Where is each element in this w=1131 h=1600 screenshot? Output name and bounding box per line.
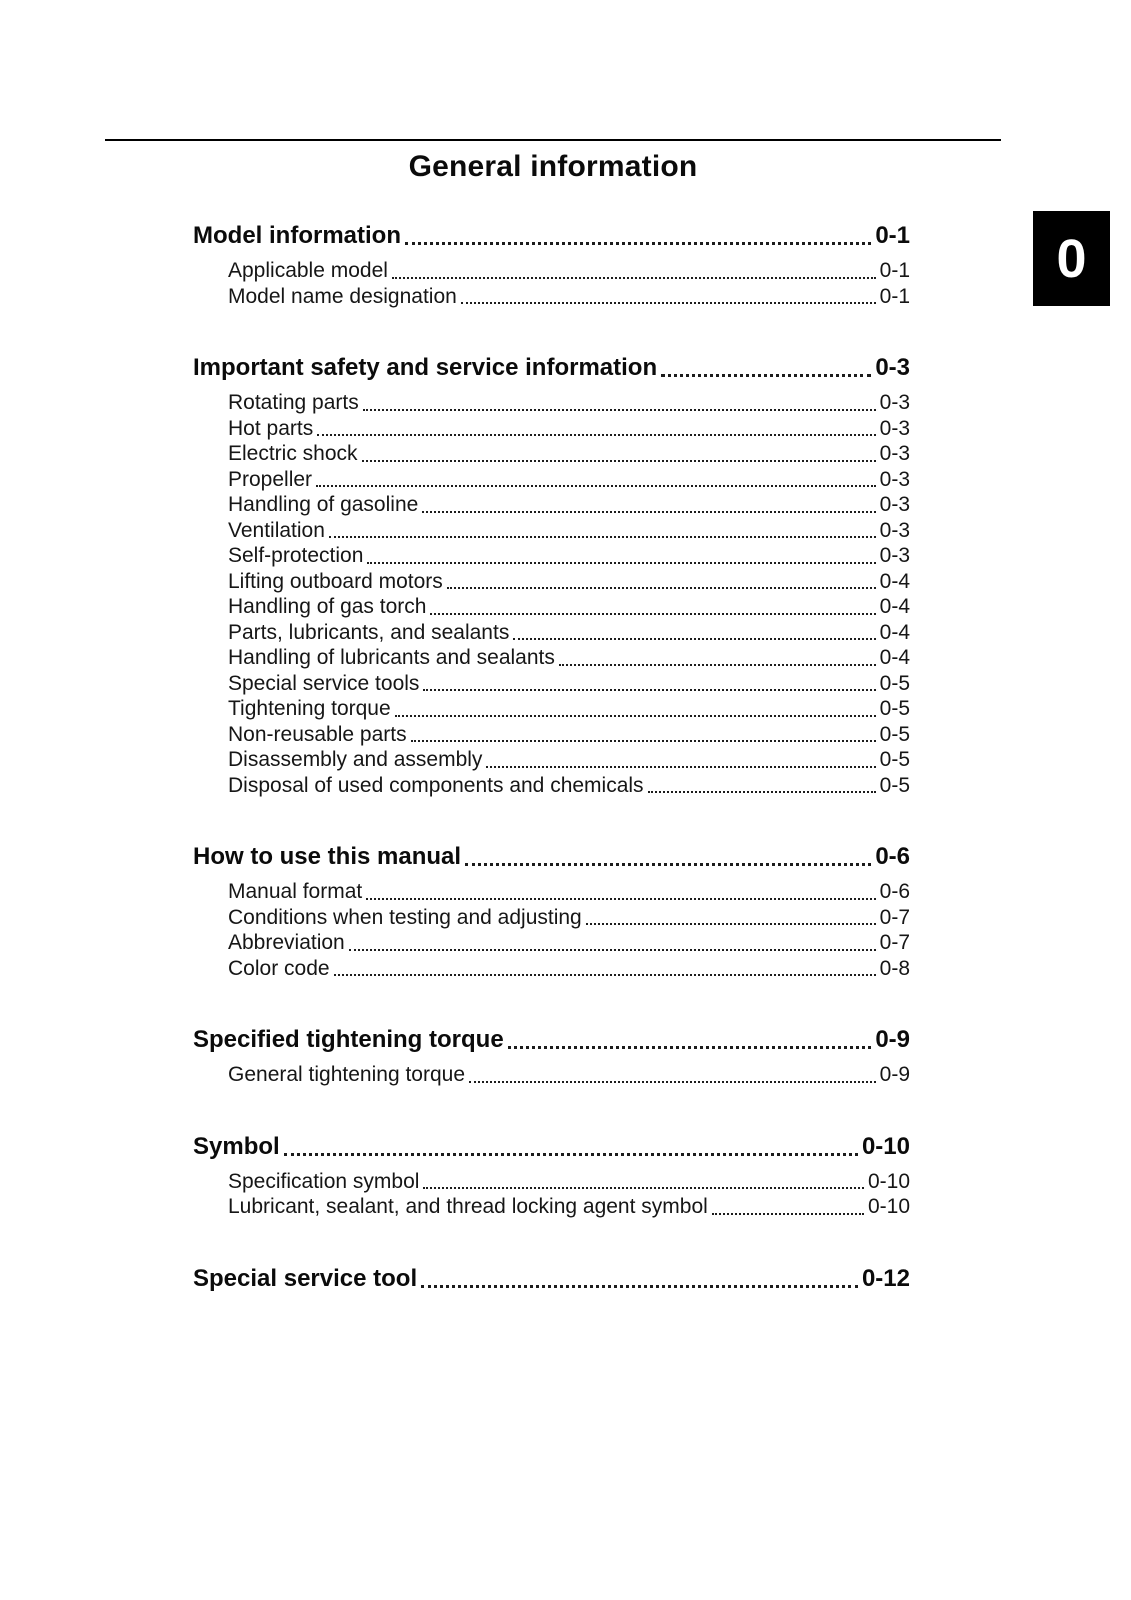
toc-leader-dots xyxy=(421,1285,858,1288)
page-title: General information xyxy=(408,150,698,183)
toc-item-entry xyxy=(193,258,910,284)
toc-page-number: 0-3 xyxy=(879,544,910,567)
toc-leader-dots xyxy=(712,1213,864,1215)
toc-item-entry xyxy=(193,1194,910,1220)
toc-page-number: 0-9 xyxy=(879,1063,910,1086)
toc-section-title: Symbol xyxy=(193,1132,280,1160)
toc-leader-dots xyxy=(423,1187,864,1189)
toc-item-entry xyxy=(193,518,910,544)
toc-page-number: 0-4 xyxy=(879,569,910,593)
toc-page-number: 0-6 xyxy=(875,843,910,870)
toc-page-number: 0-7 xyxy=(879,931,910,954)
toc-section-entry xyxy=(193,1264,910,1294)
toc-page-number: 0-8 xyxy=(879,956,910,980)
toc-page-number: 0-3 xyxy=(879,391,910,414)
toc-page-number: 0-5 xyxy=(879,671,910,695)
toc-item-entry xyxy=(193,747,910,773)
toc-item-entry xyxy=(193,1062,910,1088)
toc-item-entry xyxy=(193,543,910,569)
toc-page-number: 0-7 xyxy=(879,905,910,929)
toc-item-label: Hot parts xyxy=(228,416,314,440)
toc-page-number: 0-9 xyxy=(875,1026,910,1053)
toc-item-entry xyxy=(193,1169,910,1195)
toc-page-number: 0-10 xyxy=(867,1195,910,1218)
toc-item-label: Applicable model xyxy=(228,259,388,282)
toc-item-entry xyxy=(193,671,910,697)
toc-item-entry xyxy=(193,467,910,493)
toc-item-label: Abbreviation xyxy=(228,931,345,954)
toc-page-number: 0-12 xyxy=(861,1264,910,1292)
toc-section-entry xyxy=(193,842,910,872)
toc-leader-dots xyxy=(508,1046,872,1049)
toc-leader-dots xyxy=(405,242,871,245)
toc-section xyxy=(193,1025,910,1088)
toc-section-entry xyxy=(193,353,910,383)
toc-section-entry xyxy=(193,221,910,251)
toc-item-label: Model name designation xyxy=(228,284,457,308)
toc-item-label: Special service tools xyxy=(228,671,420,695)
toc-item-label: Lifting outboard motors xyxy=(228,569,443,593)
toc-page-number: 0-1 xyxy=(879,284,910,308)
toc-item-label: Self-protection xyxy=(228,544,364,567)
toc-item-label: Parts, lubricants, and sealants xyxy=(228,620,510,644)
toc-page-number: 0-3 xyxy=(879,416,910,440)
toc-leader-dots xyxy=(366,898,875,900)
toc-page-number: 0-6 xyxy=(879,880,910,903)
toc-item-entry xyxy=(193,620,910,646)
toc-item-entry xyxy=(193,284,910,310)
toc-page-number: 0-10 xyxy=(861,1132,910,1160)
toc-item-label: Handling of gasoline xyxy=(228,493,419,516)
toc-item-entry xyxy=(193,569,910,595)
toc-page-number: 0-5 xyxy=(879,748,910,771)
toc-leader-dots xyxy=(316,485,876,487)
toc-section-title: How to use this manual xyxy=(193,843,462,870)
toc-leader-dots xyxy=(430,613,875,615)
toc-section xyxy=(193,1132,910,1220)
toc-item-entry xyxy=(193,905,910,931)
toc-leader-dots xyxy=(559,664,876,666)
header-rule xyxy=(105,139,1001,141)
toc-leader-dots xyxy=(465,863,871,866)
toc-section-title: Important safety and service information xyxy=(193,354,658,381)
toc-item-label: Handling of lubricants and sealants xyxy=(228,646,555,669)
toc-section-title: Specified tightening torque xyxy=(193,1026,504,1053)
toc-leader-dots xyxy=(363,409,876,411)
toc-section xyxy=(193,842,910,981)
toc-leader-dots xyxy=(486,766,875,768)
toc-leader-dots xyxy=(284,1153,858,1156)
toc-page-number: 0-5 xyxy=(879,773,910,797)
toc-page-number: 0-4 xyxy=(879,620,910,644)
toc-item-entry xyxy=(193,930,910,956)
toc-section-title: Model information xyxy=(193,222,401,249)
toc-item-label: Handling of gas torch xyxy=(228,595,427,618)
toc-item-entry xyxy=(193,879,910,905)
toc-leader-dots xyxy=(461,302,876,304)
toc-section-entry xyxy=(193,1132,910,1162)
toc-page-number: 0-3 xyxy=(879,493,910,516)
toc-item-label: Specification symbol xyxy=(228,1169,420,1193)
toc-section xyxy=(193,221,910,309)
toc-item-label: Manual format xyxy=(228,880,363,903)
toc-leader-dots xyxy=(334,974,876,976)
toc-item-entry xyxy=(193,696,910,722)
toc-item-entry xyxy=(193,594,910,620)
toc-item-label: Disposal of used components and chemicals xyxy=(228,773,644,797)
toc-page-number: 0-5 xyxy=(879,697,910,720)
toc-section xyxy=(193,353,910,798)
toc-leader-dots xyxy=(411,740,876,742)
toc-page-number: 0-4 xyxy=(879,595,910,618)
toc-item-entry xyxy=(193,390,910,416)
toc-item-label: Propeller xyxy=(228,467,313,491)
toc-leader-dots xyxy=(317,434,875,436)
toc-item-label: Lubricant, sealant, and thread locking agent symbol xyxy=(228,1195,708,1218)
toc-page-number: 0-3 xyxy=(875,354,910,381)
toc-section xyxy=(193,1264,910,1294)
toc-leader-dots xyxy=(513,638,875,640)
chapter-tab xyxy=(1033,211,1110,306)
toc-item-label: Electric shock xyxy=(228,442,358,465)
toc-page-number: 0-5 xyxy=(879,722,910,746)
toc-page-number: 0-4 xyxy=(879,646,910,669)
toc-page-number: 0-3 xyxy=(879,467,910,491)
toc-leader-dots xyxy=(469,1081,876,1083)
toc xyxy=(193,221,910,1301)
toc-item-label: Conditions when testing and adjusting xyxy=(228,905,582,929)
toc-item-label: Tightening torque xyxy=(228,697,391,720)
toc-item-entry xyxy=(193,773,910,799)
toc-section-title: Special service tool xyxy=(193,1264,418,1292)
toc-item-label: General tightening torque xyxy=(228,1063,465,1086)
toc-leader-dots xyxy=(447,587,876,589)
toc-page-number: 0-3 xyxy=(879,518,910,542)
toc-leader-dots xyxy=(349,949,876,951)
toc-section-entry xyxy=(193,1025,910,1055)
toc-item-entry xyxy=(193,722,910,748)
toc-leader-dots xyxy=(367,562,875,564)
toc-item-label: Rotating parts xyxy=(228,391,359,414)
toc-item-entry xyxy=(193,645,910,671)
toc-item-entry xyxy=(193,441,910,467)
toc-item-entry xyxy=(193,416,910,442)
toc-leader-dots xyxy=(586,923,876,925)
chapter-number: 0 xyxy=(1056,228,1087,289)
toc-page-number: 0-1 xyxy=(879,259,910,282)
toc-leader-dots xyxy=(648,791,876,793)
toc-leader-dots xyxy=(329,536,876,538)
toc-item-entry xyxy=(193,492,910,518)
toc-item-entry xyxy=(193,956,910,982)
toc-leader-dots xyxy=(392,277,876,279)
toc-leader-dots xyxy=(661,374,871,377)
toc-item-label: Color code xyxy=(228,956,330,980)
toc-leader-dots xyxy=(423,689,875,691)
toc-leader-dots xyxy=(422,511,875,513)
toc-page-number: 0-10 xyxy=(867,1169,910,1193)
toc-page-number: 0-1 xyxy=(875,222,910,249)
toc-page-number: 0-3 xyxy=(879,442,910,465)
toc-item-label: Disassembly and assembly xyxy=(228,748,483,771)
toc-leader-dots xyxy=(395,715,876,717)
toc-item-label: Ventilation xyxy=(228,518,325,542)
toc-leader-dots xyxy=(362,460,876,462)
toc-item-label: Non-reusable parts xyxy=(228,722,407,746)
